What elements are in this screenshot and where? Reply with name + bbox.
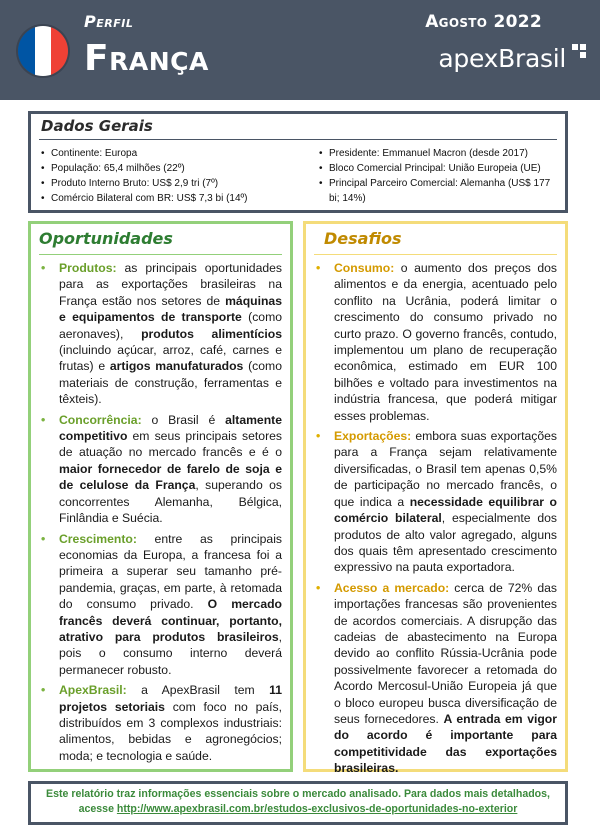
item-text: , superando os concorrentes Alemanha, Bélgica, Finlândia e Suécia. bbox=[59, 478, 282, 526]
list-item: • Comércio Bilateral com BR: US$ 7,3 bi (14º) bbox=[39, 191, 301, 206]
list-item: • Produto Interno Bruto: US$ 2,9 tri (7º) bbox=[39, 176, 301, 191]
apexbrasil-logo-mark-icon bbox=[572, 44, 586, 58]
item-keyword: Produtos: bbox=[59, 261, 117, 275]
item-keyword: Acesso a mercado: bbox=[334, 580, 450, 595]
item-text: , especialmente dos produtos de alto valor agregado, alguns dos quais têm apresentado crescimento expressivo na pauta exportadora. bbox=[334, 511, 557, 575]
list-item bbox=[312, 260, 557, 424]
footer-note bbox=[28, 781, 568, 825]
more-info-link[interactable]: http://www.apexbrasil.com.br/estudos-exclusivos-de-oportunidades-no-exterior bbox=[116, 803, 518, 815]
opportunities-title: Oportunidades bbox=[39, 229, 173, 248]
item-emphasis: necessidade equilibrar o comércio bilateral bbox=[334, 494, 557, 526]
list-item bbox=[37, 412, 282, 527]
list-item bbox=[37, 260, 282, 408]
item-text: , pois o consumo interno deverá permanecer robusto. bbox=[59, 629, 282, 677]
divider bbox=[39, 139, 557, 140]
item-emphasis: O mercado francês deverá continuar, portanto, atrativo para produtos brasileiros bbox=[59, 597, 282, 644]
item-emphasis: produtos alimentícios bbox=[141, 326, 282, 341]
item-text: entre as principais economias da Europa, a francesa foi a primeira a superar seu tamanho pré-pandemia, graças, em parte, à retomada do consumo privado. bbox=[59, 531, 282, 612]
page-title: França bbox=[84, 38, 209, 79]
opportunities-panel bbox=[28, 221, 293, 772]
list-item: • Presidente: Emmanuel Macron (desde 2017) bbox=[317, 146, 555, 161]
header-bar bbox=[0, 0, 600, 100]
item-text: (como materiais de construção, ferramentas e têxteis). bbox=[59, 359, 282, 407]
item-text: o aumento dos preços dos alimentos e da energia, acentuado pelo conflito na Ucrânia, poderá limitar o crescimento do consumo privado no curto prazo. O governo francês, contudo, implementou um plano de recuperação econômica, estimado em EUR 100 bilhões e voltado para investimentos na indústria francesa, que poderá mitigar esses problemas. bbox=[334, 261, 557, 423]
item-keyword: Exportações: bbox=[334, 429, 412, 444]
item-text: cerca de 72% das importações francesas são provenientes de acordos comerciais. A disrupção das cadeias de abastecimento na Europa devido ao conflito Rússia-Ucrânia pode possivelmente favorecer a retomada do Acordo Mercosul-União Europeia já que o bloco europeu busca diversificação de seus fornecedores. bbox=[334, 580, 557, 726]
divider bbox=[39, 254, 282, 255]
list-item bbox=[312, 580, 557, 777]
challenges-panel bbox=[303, 221, 568, 776]
footer-text: Este relatório traz informações essenciais sobre o mercado analisado. Para dados mais detalhados, bbox=[46, 788, 550, 800]
general-data-title: Dados Gerais bbox=[41, 117, 153, 135]
item-text: a ApexBrasil tem bbox=[126, 683, 270, 698]
list-item: • Continente: Europa bbox=[39, 146, 301, 161]
item-text: (como aeronaves), bbox=[59, 310, 283, 341]
item-keyword: Concorrência: bbox=[59, 412, 142, 427]
footer-prefix: acesse bbox=[78, 803, 117, 815]
item-emphasis: 11 projetos setoriais bbox=[59, 683, 282, 714]
divider bbox=[314, 254, 557, 255]
item-text: com foco no país, distribuídos em 3 complexos industriais: alimentos, bebidas e agronegócios; moda; e tecnologia e saúde. bbox=[59, 699, 282, 763]
list-item bbox=[37, 531, 282, 679]
apexbrasil-logo: apexBrasil bbox=[438, 44, 566, 73]
list-item: • Principal Parceiro Comercial: Alemanha (US$ 177 bi; 14%) bbox=[317, 176, 555, 206]
general-data-list-left bbox=[39, 146, 301, 206]
challenges-list bbox=[312, 260, 557, 781]
item-emphasis: altamente competitivo bbox=[59, 412, 282, 444]
challenges-title: Desafios bbox=[324, 229, 402, 248]
item-text: as principais oportunidades para as exportações brasileiras na França estão nos setores de bbox=[59, 261, 282, 308]
item-emphasis: artigos manufaturados bbox=[109, 359, 244, 374]
list-item bbox=[37, 682, 282, 764]
list-item: • Bloco Comercial Principal: União Europeia (UE) bbox=[317, 161, 555, 176]
profile-label: Perfil bbox=[84, 12, 134, 31]
item-text: em seus principais setores de atuação no mercado francês e é o bbox=[59, 429, 282, 460]
report-date: Agosto 2022 bbox=[425, 12, 542, 32]
list-item bbox=[312, 428, 557, 576]
item-keyword: Crescimento: bbox=[59, 531, 137, 546]
item-keyword: ApexBrasil: bbox=[59, 683, 127, 698]
item-text: embora suas exportações para a França sejam relativamente diversificadas, o Brasil tem apenas 0,5% de participação no mercado francês, o que indica a bbox=[334, 429, 557, 509]
item-emphasis: maior fornecedor de farelo de soja e de celulose da França bbox=[59, 461, 282, 493]
france-flag-icon bbox=[18, 26, 68, 76]
list-item: • População: 65,4 milhões (22º) bbox=[39, 161, 301, 176]
item-text: (incluindo açúcar, arroz, café, carnes e frutas) e bbox=[59, 343, 282, 374]
item-emphasis: A entrada em vigor do acordo é importante para competitividade das exportações brasileiras. bbox=[334, 711, 557, 776]
general-data-list-right bbox=[317, 146, 555, 206]
item-keyword: Consumo: bbox=[334, 261, 395, 275]
footer-link-line bbox=[31, 802, 565, 817]
item-text: o Brasil é bbox=[141, 412, 226, 427]
general-data-box bbox=[28, 111, 568, 213]
opportunities-list bbox=[37, 260, 282, 768]
item-emphasis: máquinas e equipamentos de transporte bbox=[59, 293, 282, 325]
